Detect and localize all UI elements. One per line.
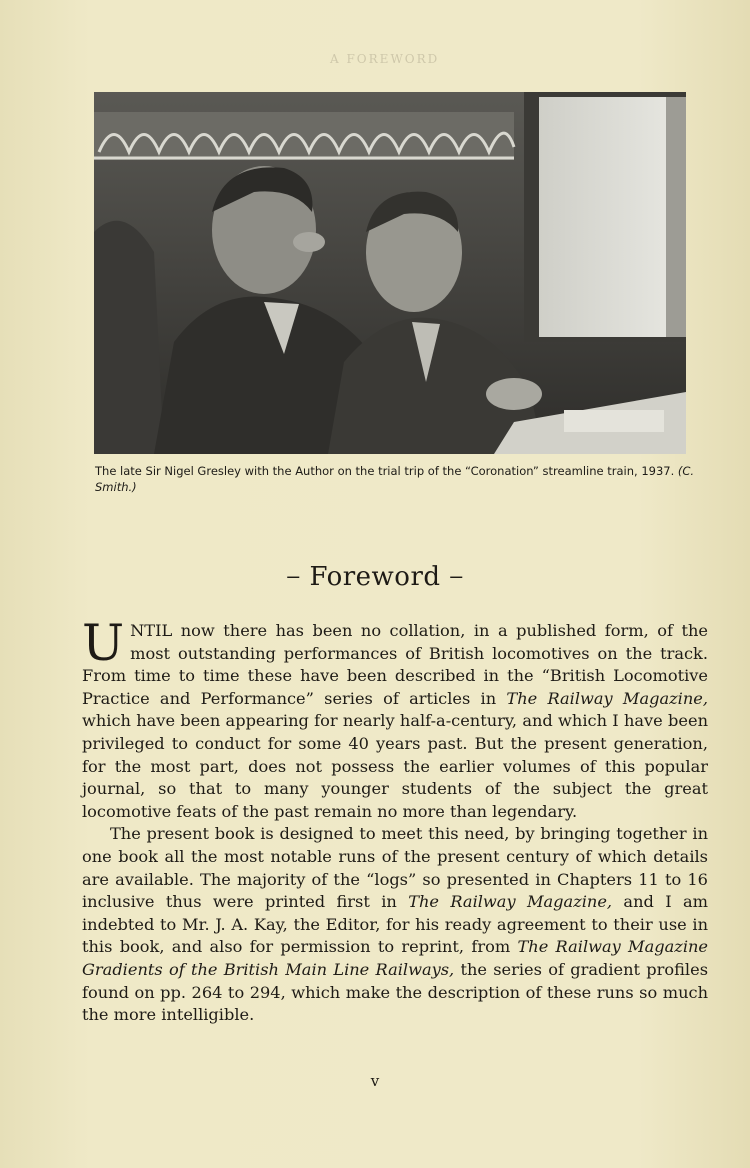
photograph: [94, 92, 686, 454]
ornament-right: ‒: [449, 564, 464, 589]
chapter-heading: [0, 562, 750, 592]
paragraph: UNTIL now there has been no collation, in a published form, of the most outstanding performances of British locomotives on the track. From time to time these have been described in the “British Locomotive Practice and Performance” series of articles in The Railway Magazine, which have been appearing for nearly half-a-century, and which I have been privileged to conduct for some 40 years past. But the present generation, for the most part, does not possess the earlier volumes of this popular journal, so that to many younger students of the subject the great locomotive feats of the past remain no more than legendary.: [82, 614, 709, 821]
paragraph: The present book is designed to meet this need, by bringing together in one book all the most notable runs of the present century of which details are available. The majority of the “logs” so presented in Chapters 11 to 16 inclusive thus were printed first in The Railway Magazine, and I am indebted to Mr. J. A. Kay, the Editor, for his ready agreement to their use in this book, and also for permission to reprint, from The Railway Magazine Gradients of the British Main Line Railways, the series of gradient profiles found on pp. 264 to 294, which make the description of these runs so much the more intelligible.: [82, 824, 708, 1025]
drop-cap: U: [82, 614, 125, 672]
page-title: Foreword: [309, 562, 441, 592]
ornament-left: ‒: [286, 564, 301, 589]
foreword-text: [82, 614, 709, 1027]
page-number: v: [370, 1072, 380, 1090]
caption-main: The late Sir Nigel Gresley with the Author on the trial trip of the “Coronation” streamline train, 1937.: [95, 464, 675, 478]
bleed-through-text: A FOREWORD: [330, 52, 440, 66]
photo-caption: [95, 463, 695, 495]
caption-credit: (C. Smith.): [95, 464, 695, 494]
